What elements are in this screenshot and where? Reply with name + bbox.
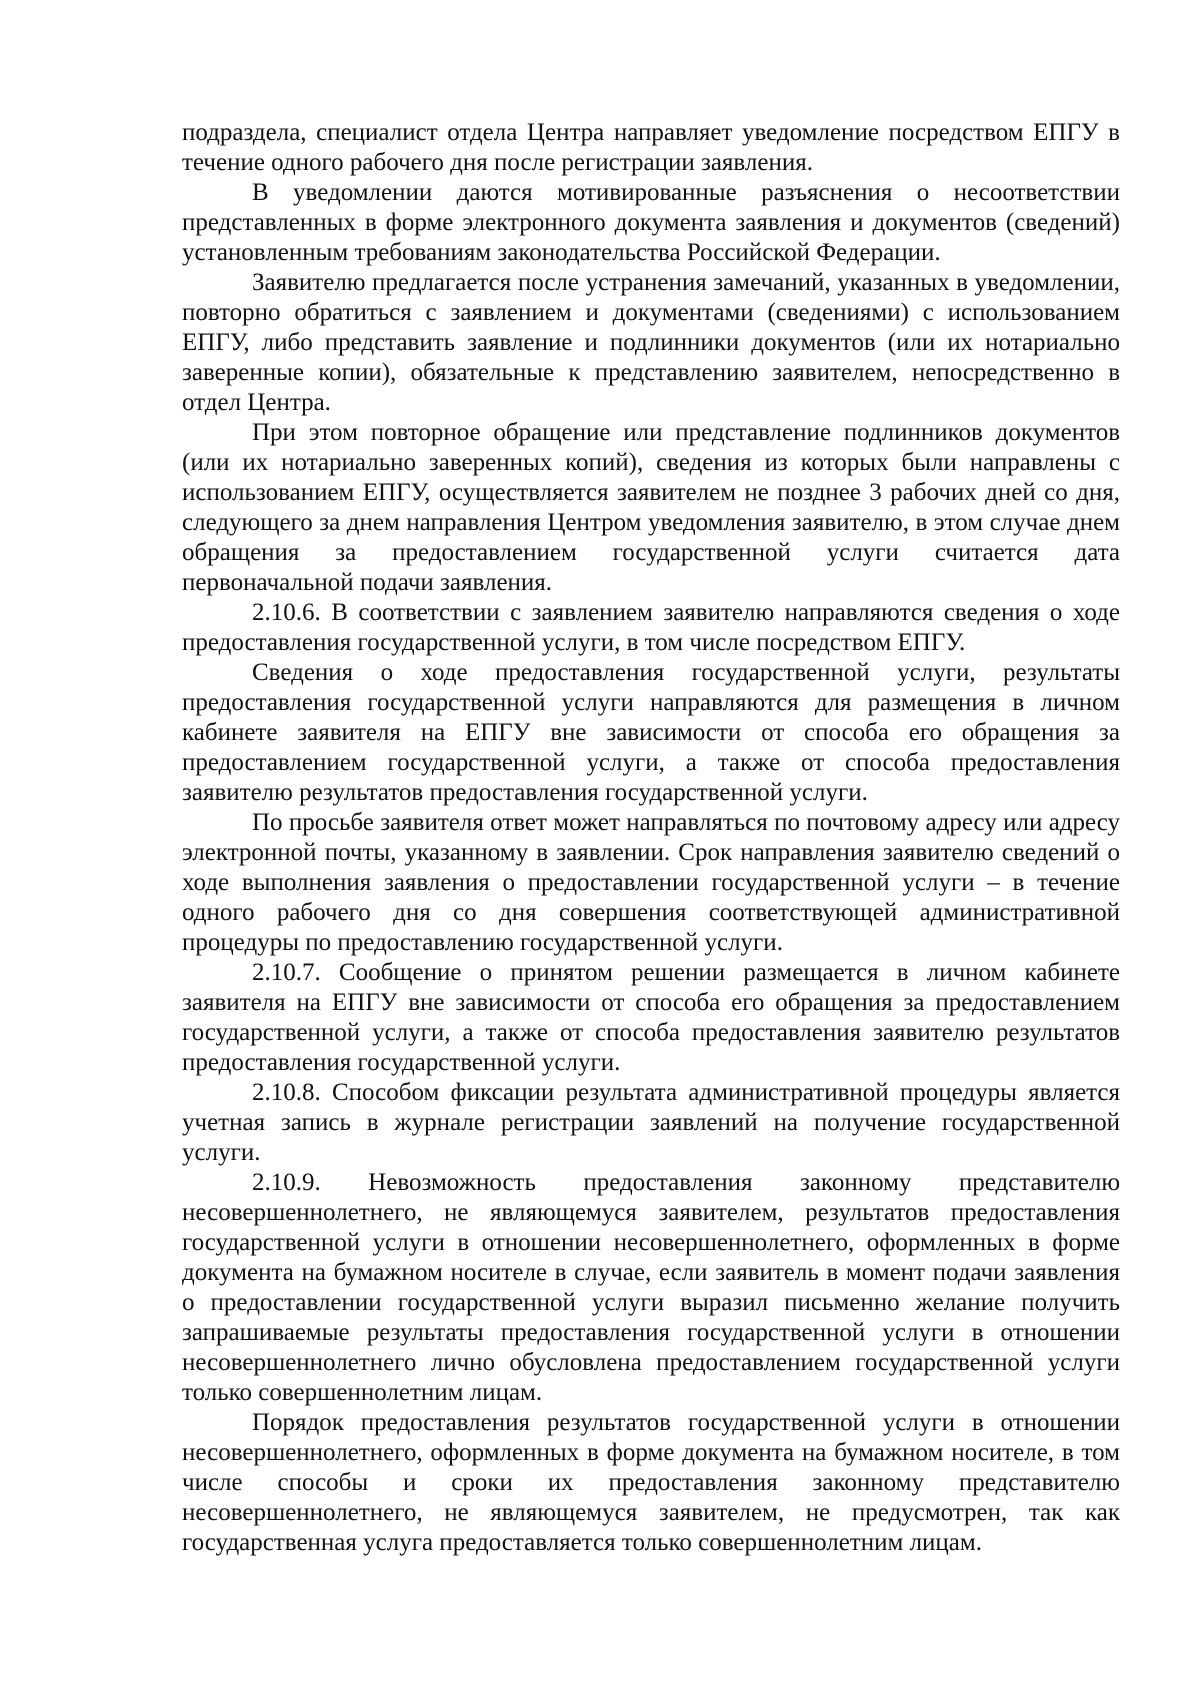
paragraph-continuation: подраздела, специалист отдела Центра направляет уведомление посредством ЕПГУ в течение одного рабочего дня после регистрации заявления. [182,119,1120,176]
paragraph-2-10-7: 2.10.7. Сообщение о принятом решении размещается в личном кабинете заявителя на ЕПГУ вне зависимости от способа его обращения за предоставлением государственной услуги, а также от способа предоставления заявителю результатов предоставления государственной услуги. [182,959,1120,1076]
document-page [182,118,1120,1558]
paragraph-resubmission-offer: Заявителю предлагается после устранения замечаний, указанных в уведомлении, повторно обратиться с заявлением и документами (сведениями) с использованием ЕПГУ, либо представить заявление и подлинники документов (или их нотариально заверенные копии), обязательные к представлению заявителем, непосредственно в отдел Центра. [182,269,1120,416]
paragraph-postal-reply: По просьбе заявителя ответ может направляться по почтовому адресу или адресу электронной почты, указанному в заявлении. Срок направления заявителю сведений о ходе выполнения заявления о предоставлении государственной услуги – в течение одного рабочего дня со дня совершения соответствующей административной процедуры по предоставлению государственной услуги. [182,809,1120,956]
paragraph-2-10-9: 2.10.9. Невозможность предоставления законному представителю несовершеннолетнего, не являющемуся заявителем, результатов предоставления государственной услуги в отношении несовершеннолетнего, оформленных в форме документа на бумажном носителе в случае, если заявитель в момент подачи заявления о предоставлении государственной услуги выразил письменно желание получить запрашиваемые результаты предоставления государственной услуги в отношении несовершеннолетнего лично обусловлена предоставлением государственной услуги только совершеннолетним лицам. [182,1169,1120,1406]
paragraph-notification-reasons: В уведомлении даются мотивированные разъяснения о несоответствии представленных в форме электронного документа заявления и документов (сведений) установленным требованиям законодательства Российской Федерации. [182,179,1120,266]
paragraph-resubmission-deadline: При этом повторное обращение или представление подлинников документов (или их нотариально заверенных копий), сведения из которых были направлены с использованием ЕПГУ, осуществляется заявителем не позднее 3 рабочих дней со дня, следующего за днем направления Центром уведомления заявителю, в этом случае днем обращения за предоставлением государственной услуги считается дата первоначальной подачи заявления. [182,419,1120,596]
paragraph-2-10-6: 2.10.6. В соответствии с заявлением заявителю направляются сведения о ходе предоставления государственной услуги, в том числе посредством ЕПГУ. [182,599,1120,656]
paragraph-procedure-minors: Порядок предоставления результатов государственной услуги в отношении несовершеннолетнего, оформленных в форме документа на бумажном носителе, в том числе способы и сроки их предоставления законному представителю несовершеннолетнего, не являющемуся заявителем, не предусмотрен, так как государственная услуга предоставляется только совершеннолетним лицам. [182,1409,1120,1556]
paragraph-progress-info: Сведения о ходе предоставления государственной услуги, результаты предоставления государственной услуги направляются для размещения в личном кабинете заявителя на ЕПГУ вне зависимости от способа его обращения за предоставлением государственной услуги, а также от способа предоставления заявителю результатов предоставления государственной услуги. [182,659,1120,806]
paragraph-2-10-8: 2.10.8. Способом фиксации результата административной процедуры является учетная запись в журнале регистрации заявлений на получение государственной услуги. [182,1079,1120,1166]
